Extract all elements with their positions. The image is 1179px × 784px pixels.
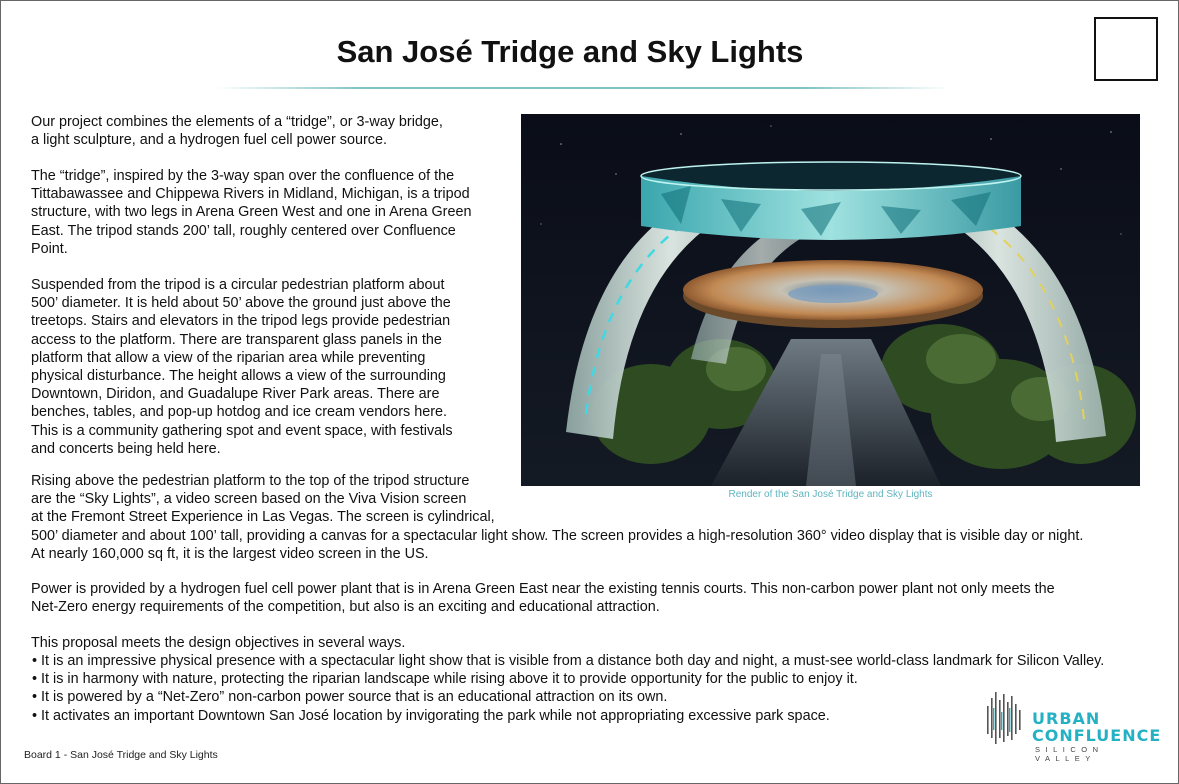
list-item: • It is an impressive physical presence with a spectacular light show that is visible from a distance both day and night, a must-see world-class landmark for Silicon Valley. <box>32 652 1104 670</box>
list-item: • It is powered by a “Net-Zero” non-carbon power source that is an educational attraction on its own. <box>32 688 1104 706</box>
tridge-render-image <box>521 114 1140 486</box>
logo-line-2: CONFLUENCE <box>1032 726 1162 745</box>
paragraph-line: East. The tripod stands 200’ tall, roughly centered over Confluence <box>31 222 456 239</box>
paragraph-intro <box>31 113 443 149</box>
paragraph-line: Power is provided by a hydrogen fuel cell power plant that is in Arena Green East near the existing tennis courts. This non-carbon power plant not only meets the <box>31 581 1055 597</box>
list-item: • It activates an important Downtown San José location by invigorating the park while not appropriating excessive park space. <box>32 707 1104 725</box>
paragraph-line: treetops. Stairs and elevators in the tripod legs provide pedestrian <box>31 313 451 330</box>
paragraph-line: 500’ diameter and about 100’ tall, providing a canvas for a spectacular light show. The screen provides a high-resolution 360° video display that is visible day or night. <box>31 527 1084 544</box>
paragraph-line: platform that allow a view of the riparian area while preventing <box>31 349 426 366</box>
title-underline <box>215 87 950 89</box>
paragraph-line: physical disturbance. The height allows a view of the surrounding <box>31 368 446 385</box>
paragraph-line: At nearly 160,000 sq ft, it is the largest video screen in the US. <box>31 545 429 562</box>
paragraph-line: a light sculpture, and a hydrogen fuel cell power source. <box>31 132 387 149</box>
paragraph-power <box>31 580 1055 616</box>
urban-confluence-logo <box>985 688 1162 763</box>
paragraph-line: Tittabawassee and Chippewa Rivers in Midland, Michigan, is a tripod <box>31 186 470 203</box>
render-caption: Render of the San José Tridge and Sky Lights <box>728 489 933 500</box>
paragraph-line: access to the platform. There are transparent glass panels in the <box>31 331 442 348</box>
board-number-box <box>1094 17 1158 81</box>
render-illustration <box>521 114 1140 486</box>
paragraph-line: Our project combines the elements of a “tridge”, or 3-way bridge, <box>31 114 443 130</box>
board-footer: Board 1 - San José Tridge and Sky Lights <box>24 749 218 761</box>
paragraph-line: Point. <box>31 240 68 257</box>
page-title: San José Tridge and Sky Lights <box>336 34 804 69</box>
paragraph-tridge <box>31 167 472 258</box>
paragraph-objectives <box>31 634 405 652</box>
paragraph-line: Downtown, Diridon, and Guadalupe River Park areas. There are <box>31 386 440 403</box>
paragraph-line: Suspended from the tripod is a circular pedestrian platform about <box>31 277 445 293</box>
paragraph-line: Rising above the pedestrian platform to the top of the tripod structure <box>31 473 470 489</box>
logo-line-1: URBAN <box>1032 709 1101 728</box>
paragraph-line: are the “Sky Lights”, a video screen based on the Viva Vision screen <box>31 491 467 508</box>
paragraph-line: Net-Zero energy requirements of the competition, but also is an exciting and educational attraction. <box>31 599 660 616</box>
paragraph-line: This is a community gathering spot and event space, with festivals <box>31 422 453 439</box>
logo-line-3: SILICON VALLEY <box>1035 745 1104 763</box>
list-item: • It is in harmony with nature, protecting the riparian landscape while rising above it to provide opportunity for the public to enjoy it. <box>32 670 1104 688</box>
paragraph-line: 500’ diameter. It is held about 50’ above the ground just above the <box>31 295 451 312</box>
paragraph-line: and concerts being held here. <box>31 440 221 457</box>
paragraph-line: at the Fremont Street Experience in Las Vegas. The screen is cylindrical, <box>31 509 495 526</box>
paragraph-platform <box>31 276 453 458</box>
logo-bars-icon <box>985 688 1027 748</box>
paragraph-line: This proposal meets the design objectives in several ways. <box>31 635 406 651</box>
paragraph-line: structure, with two legs in Arena Green West and one in Arena Green <box>31 204 472 221</box>
paragraph-line: benches, tables, and pop-up hotdog and ice cream vendors here. <box>31 404 448 421</box>
objectives-list <box>32 652 1105 728</box>
paragraph-line: The “tridge”, inspired by the 3-way span over the confluence of the <box>31 168 455 184</box>
